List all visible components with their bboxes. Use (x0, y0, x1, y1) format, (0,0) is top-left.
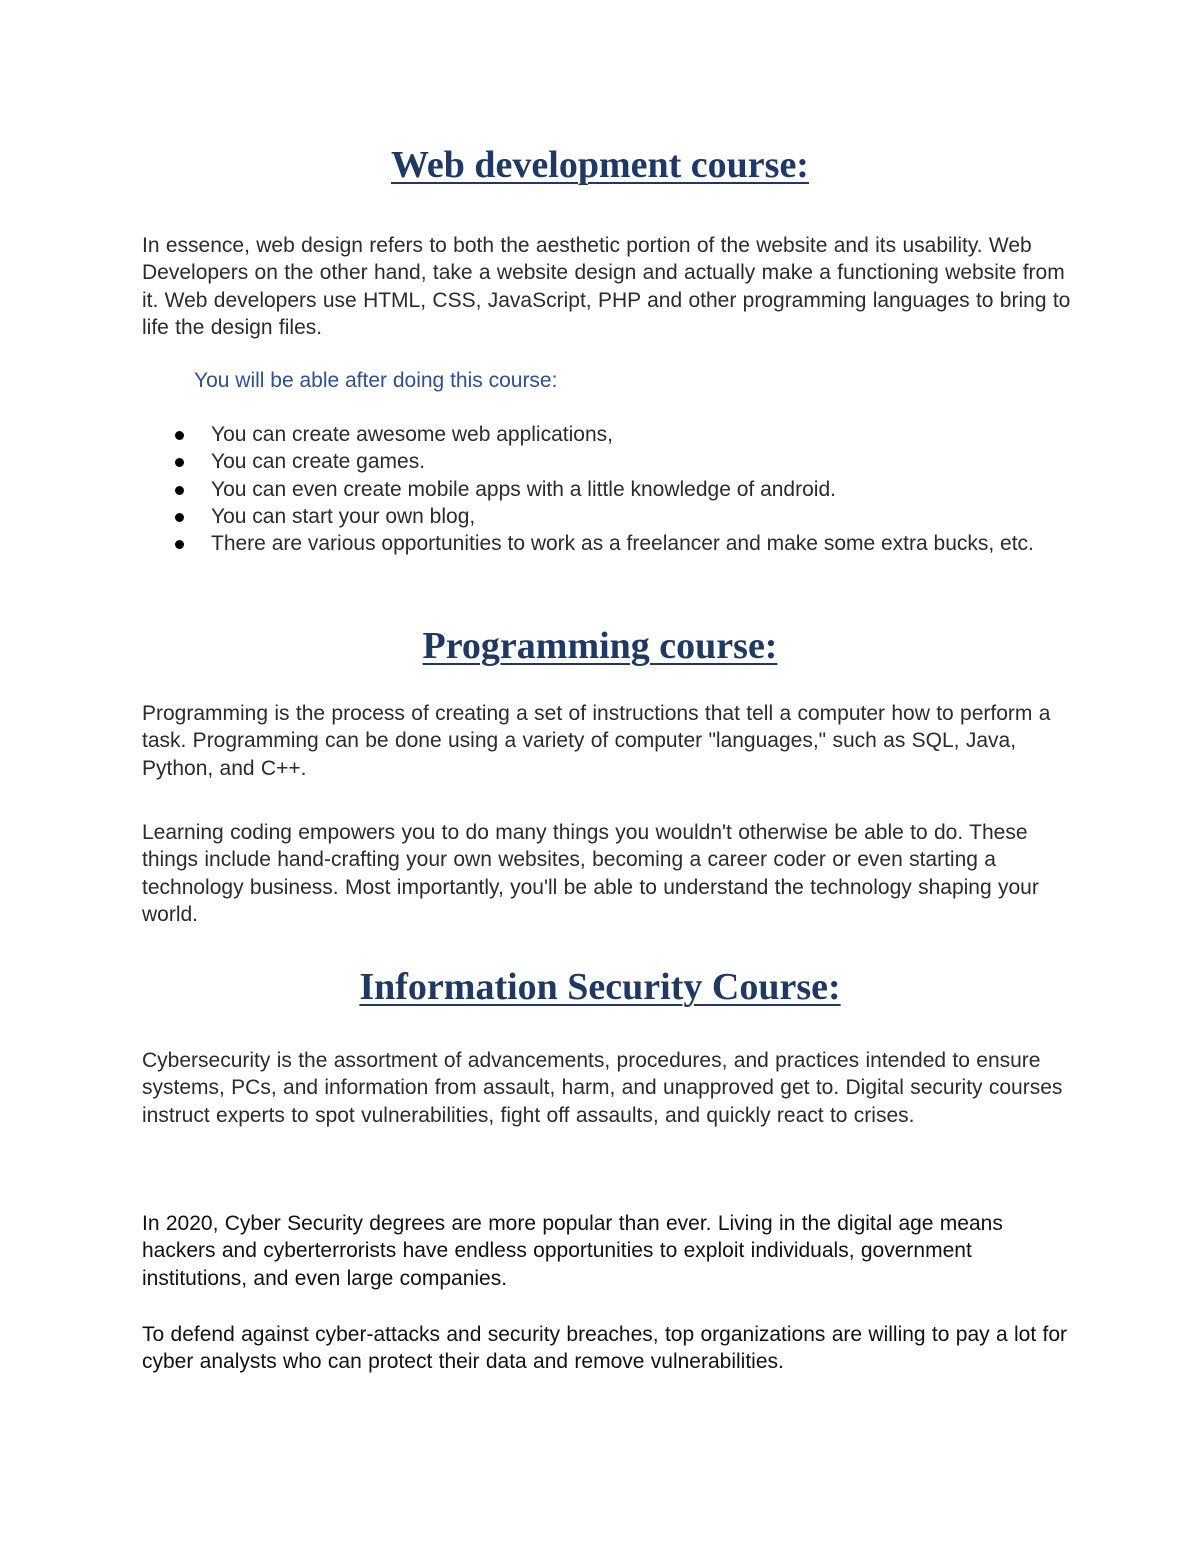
list-item-text: You can start your own blog, (211, 504, 476, 528)
cybersecurity-definition-paragraph: Cybersecurity is the assortment of advancements, procedures, and practices intended to ensure systems, PCs, and information from assault, harm, and unapproved get to. Digital security courses instruct experts to spot vulnerabilities, fight off assaults, and quickly react to crises. (142, 1049, 1063, 1127)
bullet-icon (175, 486, 184, 495)
bullet-icon (175, 458, 184, 467)
bullet-icon (175, 540, 184, 549)
course-outcomes-list (0, 421, 1200, 557)
programming-benefits-paragraph: Learning coding empowers you to do many things you wouldn't otherwise be able to do. These things include hand-crafting your own websites, becoming a career coder or even starting a technology business. Most importantly, you'll be able to understand the technology shaping your world. (142, 821, 1039, 926)
cybersecurity-popularity-paragraph: In 2020, Cyber Security degrees are more popular than ever. Living in the digital age means hackers and cyberterrorists have endless opportunities to exploit individuals, government institutions, and even large companies. (142, 1212, 1003, 1290)
list-item-text: You can create awesome web applications, (211, 423, 613, 446)
heading-programming: Programming course: (422, 625, 778, 667)
list-item (0, 421, 1041, 448)
heading-information-security: Information Security Course: (359, 966, 841, 1008)
list-item-text: There are various opportunities to work as a freelancer and make some extra bucks, etc. (211, 532, 1034, 556)
bullet-icon (175, 513, 184, 522)
list-item-text: You can create games. (211, 450, 426, 474)
bullet-icon (175, 431, 184, 440)
cybersecurity-demand-paragraph: To defend against cyber-attacks and security breaches, top organizations are willing to pay a lot for cyber analysts who can protect their data and remove vulnerabilities. (142, 1323, 1068, 1374)
course-outcomes-subheading: You will be able after doing this course: (194, 369, 558, 392)
list-item-text: You can even create mobile apps with a little knowledge of android. (211, 477, 836, 501)
programming-intro-paragraph: Programming is the process of creating a set of instructions that tell a computer how to perform a task. Programming can be done using a variety of computer "languages," such as SQL, Java, Python, and C++. (142, 702, 1051, 780)
list-item (0, 503, 1041, 530)
heading-web-development: Web development course: (391, 144, 809, 186)
list-item (0, 448, 1041, 475)
list-item (0, 530, 1041, 557)
list-item (0, 476, 1041, 503)
web-development-intro-paragraph: In essence, web design refers to both the aesthetic portion of the website and its usability. Web Developers on the other hand, take a website design and actually make a functioning website from it. Web developers use HTML, CSS, JavaScript, PHP and other programming languages to bring to life the design files. (142, 234, 1071, 339)
